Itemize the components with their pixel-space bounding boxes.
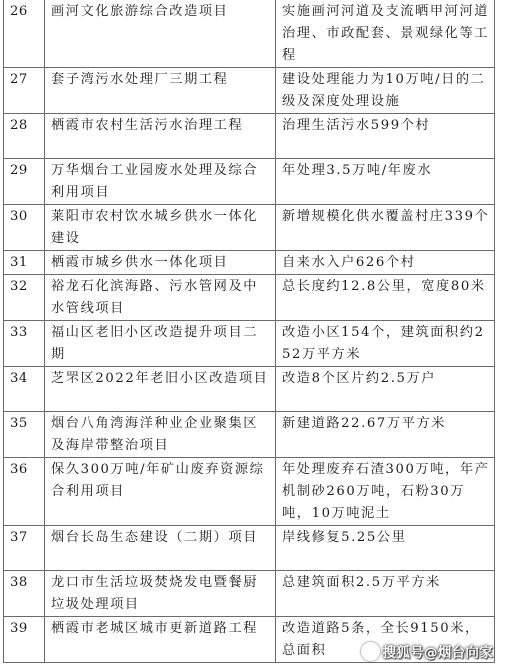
project-name-cell: 烟台长岛生态建设（二期）项目 <box>45 526 276 571</box>
project-content-cell: 改造8个区片约2.5万户 <box>276 367 495 412</box>
row-number-cell: 39 <box>4 617 45 663</box>
project-name-cell: 莱阳市农村饮水城乡供水一体化建设 <box>45 205 276 251</box>
row-number-cell: 31 <box>4 251 45 275</box>
project-content-cell: 建设处理能力为10万吨/日的二级及深度处理设施 <box>276 68 495 114</box>
row-number-cell: 37 <box>4 526 45 571</box>
project-content-cell: 年处理废弃石渣300万吨，年产机制砂260万吨，石粉30万吨，10万吨泥土 <box>276 458 495 526</box>
table-row <box>4 412 495 458</box>
table-row <box>4 367 495 412</box>
project-content-cell: 治理生活污水599个村 <box>276 114 495 159</box>
project-name-cell: 栖霞市城乡供水一体化项目 <box>45 251 276 275</box>
table-row <box>4 458 495 526</box>
row-number-cell: 36 <box>4 458 45 526</box>
row-number-cell: 32 <box>4 275 45 321</box>
row-number-cell: 38 <box>4 571 45 617</box>
table-row <box>4 526 495 571</box>
table-row <box>4 275 495 321</box>
project-name-cell: 万华烟台工业园废水处理及综合利用项目 <box>45 159 276 205</box>
project-content-cell: 实施画河河道及支流晒甲河河道治理、市政配套、景观绿化等工程 <box>276 0 495 68</box>
row-number-cell: 28 <box>4 114 45 159</box>
sohu-watermark <box>357 638 497 664</box>
project-content-cell: 改造道路5条，全长9150米，总面积 <box>276 617 495 663</box>
project-table-body <box>4 0 495 663</box>
project-name-cell: 烟台八角湾海洋种业企业聚集区及海岸带整治项目 <box>45 412 276 458</box>
table-row <box>4 114 495 159</box>
project-content-cell: 总建筑面积2.5万平方米 <box>276 571 495 617</box>
project-name-cell: 龙口市生活垃圾焚烧发电暨餐厨垃圾处理项目 <box>45 571 276 617</box>
project-name-cell: 套子湾污水处理厂三期工程 <box>45 68 276 114</box>
project-name-cell: 芝罘区2022年老旧小区改造项目 <box>45 367 276 412</box>
row-number-cell: 35 <box>4 412 45 458</box>
project-name-cell: 画河文化旅游综合改造项目 <box>45 0 276 68</box>
project-content-cell: 岸线修复5.25公里 <box>276 526 495 571</box>
row-number-cell: 33 <box>4 321 45 367</box>
project-content-cell: 自来水入户626个村 <box>276 251 495 275</box>
row-number-cell: 27 <box>4 68 45 114</box>
table-row <box>4 205 495 251</box>
project-content-cell: 总长度约12.8公里，宽度80米 <box>276 275 495 321</box>
project-content-cell: 改造小区154个，建筑面积约252万平方米 <box>276 321 495 367</box>
project-table <box>3 0 495 663</box>
table-row <box>4 251 495 275</box>
table-row <box>4 321 495 367</box>
table-row <box>4 571 495 617</box>
table-row <box>4 159 495 205</box>
sohu-logo-icon <box>361 642 380 661</box>
table-row <box>4 68 495 114</box>
project-name-cell: 保久300万吨/年矿山废弃资源综合利用项目 <box>45 458 276 526</box>
row-number-cell: 26 <box>4 0 45 68</box>
project-content-cell: 新增规模化供水覆盖村庄339个 <box>276 205 495 251</box>
project-name-cell: 裕龙石化滨海路、污水管网及中水管线项目 <box>45 275 276 321</box>
project-name-cell: 栖霞市农村生活污水治理工程 <box>45 114 276 159</box>
row-number-cell: 29 <box>4 159 45 205</box>
project-name-cell: 栖霞市老城区城市更新道路工程 <box>45 617 276 663</box>
project-content-cell: 新建道路22.67万平方米 <box>276 412 495 458</box>
row-number-cell: 30 <box>4 205 45 251</box>
row-number-cell: 34 <box>4 367 45 412</box>
watermark-text: 搜狐号@烟台向家 <box>382 645 493 661</box>
project-name-cell: 福山区老旧小区改造提升项目二期 <box>45 321 276 367</box>
table-row <box>4 0 495 68</box>
project-content-cell: 年处理3.5万吨/年废水 <box>276 159 495 205</box>
